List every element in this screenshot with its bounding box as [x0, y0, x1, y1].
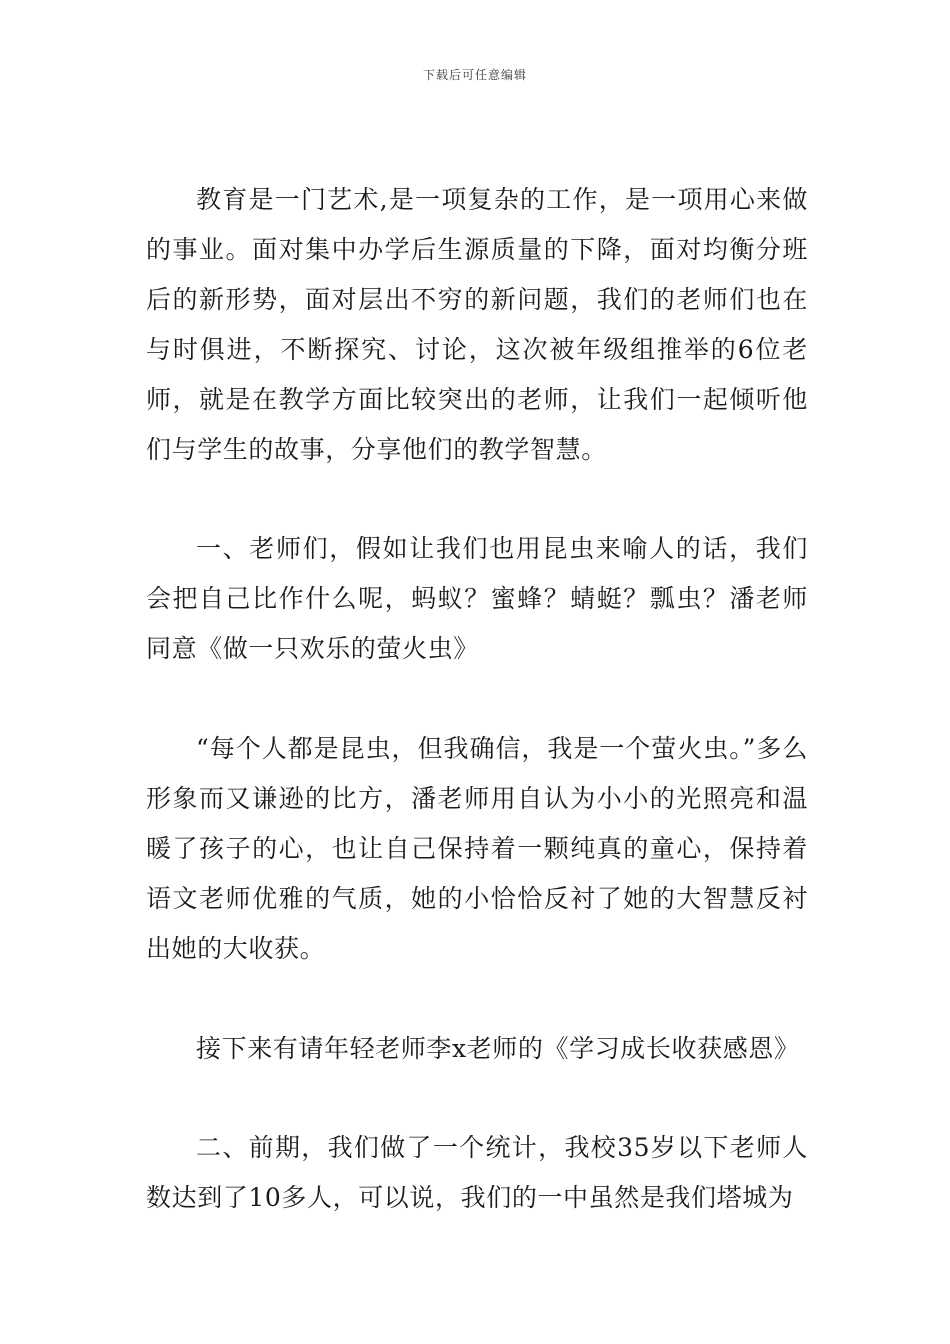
page-header-note: 下载后可任意编辑 — [422, 68, 527, 82]
paragraph-next-speaker: 接下来有请年轻老师李x老师的《学习成长收获感恩》 — [196, 1034, 800, 1063]
paragraph-firefly-quote: “每个人都是昆虫，但我确信，我是一个萤火虫。”多么形象而又谦逊的比方，潘老师用自认为小小的光照亮和温暖了孩子的心，也让自己保持着一颗纯真的童心，保持着语文老师优雅的气质，她的小恰恰反衬了她的大智慧反衬出她的大收获。 — [146, 734, 808, 963]
paragraph-intro: 教育是一门艺术,是一项复杂的工作，是一项用心来做的事业。面对集中办学后生源质量的下降，面对均衡分班后的新形势，面对层出不穷的新问题，我们的老师们也在与时俱进，不断探究、讨论，这次被年级组推举的6位老师，就是在教学方面比较突出的老师，让我们一起倾听他们与学生的故事，分享他们的教学智慧。 — [146, 185, 808, 464]
paragraph-section-two: 二、前期，我们做了一个统计，我校35岁以下老师人数达到了10多人，可以说，我们的一中虽然是我们塔城为 — [146, 1133, 808, 1212]
paragraph-section-one: 一、老师们，假如让我们也用昆虫来喻人的话，我们会把自己比作什么呢，蚂蚁？蜜蜂？蜻蜓？瓢虫？潘老师同意《做一只欢乐的萤火虫》 — [146, 534, 808, 663]
